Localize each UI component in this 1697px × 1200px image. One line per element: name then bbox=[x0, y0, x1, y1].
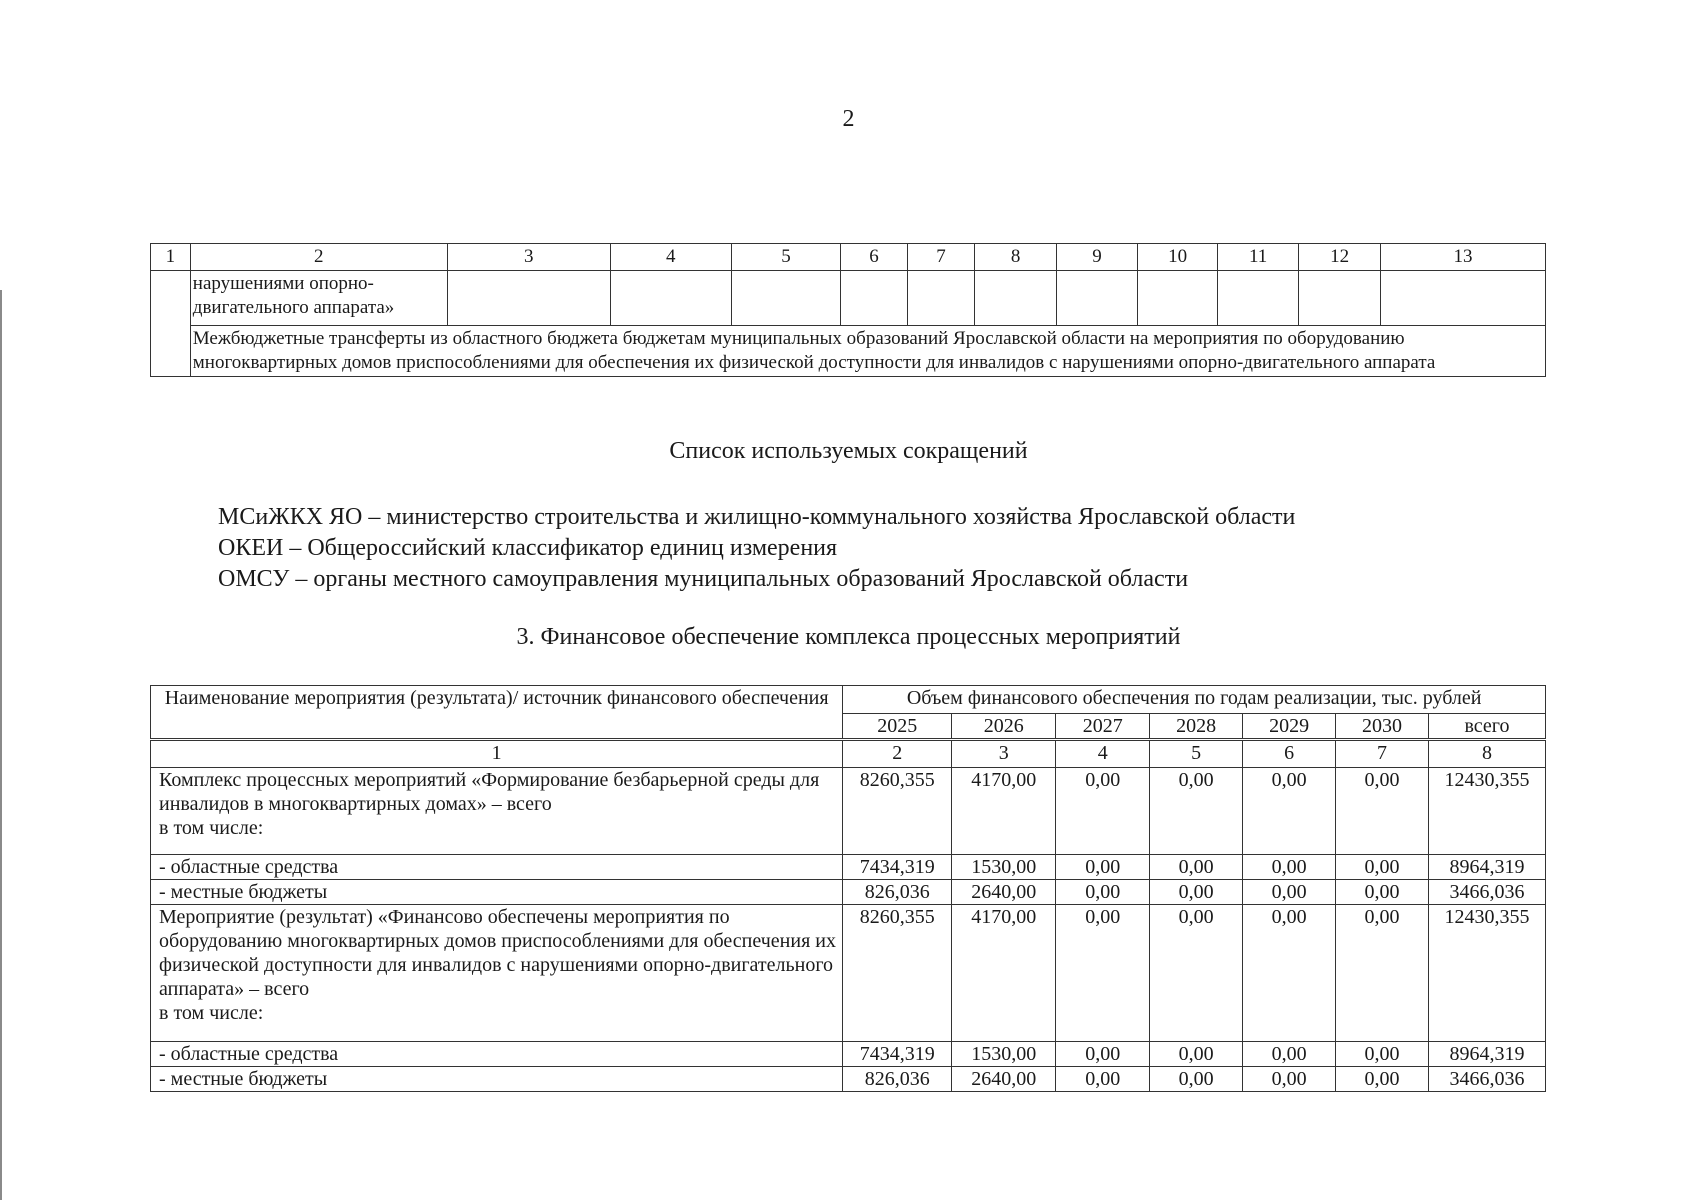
year-header-cell: 2030 bbox=[1336, 714, 1429, 740]
table-row bbox=[151, 880, 1546, 905]
row-value-cell: 826,036 bbox=[843, 1067, 952, 1092]
row-value-cell: 0,00 bbox=[1056, 905, 1150, 1042]
row-name-cell: - областные средства bbox=[151, 1042, 843, 1067]
table-row bbox=[151, 1042, 1546, 1067]
row-value-cell: 0,00 bbox=[1150, 880, 1243, 905]
row-value-cell: 0,00 bbox=[1336, 855, 1429, 880]
row-value-cell: 7434,319 bbox=[843, 1042, 952, 1067]
empty-cell bbox=[447, 271, 610, 326]
row-name-cell: - областные средства bbox=[151, 855, 843, 880]
empty-cell bbox=[1056, 271, 1137, 326]
column-number-cell: 2 bbox=[843, 740, 952, 768]
table-row bbox=[151, 905, 1546, 1042]
page-edge-line bbox=[0, 290, 2, 1200]
empty-cell bbox=[1299, 271, 1381, 326]
column-number-cell: 4 bbox=[1056, 740, 1150, 768]
column-number-cell: 8 bbox=[975, 244, 1056, 271]
row-value-cell: 0,00 bbox=[1056, 768, 1150, 855]
column-number-cell: 1 bbox=[151, 244, 191, 271]
empty-cell bbox=[610, 271, 731, 326]
continuation-text-cell: нарушениями опорно-двигательного аппарата» bbox=[190, 271, 447, 326]
column-number-cell: 8 bbox=[1428, 740, 1545, 768]
abbreviation-item: МСиЖКХ ЯО – министерство строительства и жилищно-коммунального хозяйства Ярославской области bbox=[218, 504, 1296, 530]
row-total-cell: 8964,319 bbox=[1428, 1042, 1545, 1067]
row-value-cell: 8260,355 bbox=[843, 905, 952, 1042]
row-value-cell: 4170,00 bbox=[952, 905, 1056, 1042]
column-number-cell: 12 bbox=[1299, 244, 1381, 271]
row-value-cell: 7434,319 bbox=[843, 855, 952, 880]
section-title: 3. Финансовое обеспечение комплекса процессных мероприятий bbox=[516, 624, 1181, 650]
row-name-cell: Комплекс процессных мероприятий «Формирование безбарьерной среды для инвалидов в многоквартирных домах» – всего в том числе: bbox=[151, 768, 843, 855]
column-number-cell: 4 bbox=[610, 244, 731, 271]
abbreviation-item: ОКЕИ – Общероссийский классификатор единиц измерения bbox=[218, 535, 838, 561]
row-value-cell: 0,00 bbox=[1056, 880, 1150, 905]
row-total-cell: 8964,319 bbox=[1428, 855, 1545, 880]
column-number-cell: 5 bbox=[731, 244, 840, 271]
page-number: 2 bbox=[842, 106, 855, 132]
column-number-cell: 6 bbox=[841, 244, 908, 271]
row-value-cell: 0,00 bbox=[1336, 880, 1429, 905]
column-number-cell: 9 bbox=[1056, 244, 1137, 271]
name-header-cell: Наименование мероприятия (результата)/ источник финансового обеспечения bbox=[151, 686, 843, 740]
row-value-cell: 826,036 bbox=[843, 880, 952, 905]
abbreviations-list bbox=[218, 502, 1295, 595]
empty-cell bbox=[1380, 271, 1545, 326]
row-value-cell: 0,00 bbox=[1243, 880, 1336, 905]
year-header-cell: 2025 bbox=[843, 714, 952, 740]
column-number-cell: 3 bbox=[447, 244, 610, 271]
total-header-cell: всего bbox=[1428, 714, 1545, 740]
column-number-cell: 3 bbox=[952, 740, 1056, 768]
year-header-cell: 2027 bbox=[1056, 714, 1150, 740]
column-number-cell: 2 bbox=[190, 244, 447, 271]
column-number-cell: 13 bbox=[1380, 244, 1545, 271]
row-total-cell: 12430,355 bbox=[1428, 905, 1545, 1042]
empty-cell bbox=[907, 271, 975, 326]
row-name-cell: - местные бюджеты bbox=[151, 880, 843, 905]
column-number-cell: 11 bbox=[1217, 244, 1299, 271]
row-name-cell: - местные бюджеты bbox=[151, 1067, 843, 1092]
transfer-description-cell: Межбюджетные трансферты из областного бюджета бюджетам муниципальных образований Ярославской области на мероприятия по оборудованию многоквартирных домов приспособлениями для обеспечения их физической доступности для инвалидов с нарушениями опорно-двигательного аппарата bbox=[190, 326, 1545, 377]
row-value-cell: 0,00 bbox=[1056, 1042, 1150, 1067]
column-number-cell: 7 bbox=[907, 244, 975, 271]
empty-cell bbox=[151, 271, 191, 377]
empty-cell bbox=[975, 271, 1056, 326]
continuation-table bbox=[150, 243, 1546, 377]
volume-header-cell: Объем финансового обеспечения по годам реализации, тыс. рублей bbox=[843, 686, 1546, 714]
row-value-cell: 0,00 bbox=[1243, 905, 1336, 1042]
row-total-cell: 3466,036 bbox=[1428, 1067, 1545, 1092]
row-value-cell: 1530,00 bbox=[952, 855, 1056, 880]
abbreviations-title: Список используемых сокращений bbox=[669, 438, 1028, 464]
row-value-cell: 0,00 bbox=[1336, 1067, 1429, 1092]
row-value-cell: 0,00 bbox=[1243, 768, 1336, 855]
row-total-cell: 12430,355 bbox=[1428, 768, 1545, 855]
row-value-cell: 4170,00 bbox=[952, 768, 1056, 855]
empty-cell bbox=[1138, 271, 1218, 326]
financing-table bbox=[150, 685, 1546, 1092]
empty-cell bbox=[841, 271, 908, 326]
row-total-cell: 3466,036 bbox=[1428, 880, 1545, 905]
abbreviation-item: ОМСУ – органы местного самоуправления муниципальных образований Ярославской области bbox=[218, 566, 1189, 592]
row-name-cell: Мероприятие (результат) «Финансово обеспечены мероприятия по оборудованию многоквартирных домов приспособлениями для обеспечения их физической доступности для инвалидов с нарушениями опорно-двигательного аппарата» – всего в том числе: bbox=[151, 905, 843, 1042]
column-number-cell: 7 bbox=[1336, 740, 1429, 768]
row-value-cell: 0,00 bbox=[1336, 768, 1429, 855]
row-value-cell: 0,00 bbox=[1243, 855, 1336, 880]
row-value-cell: 0,00 bbox=[1056, 855, 1150, 880]
row-value-cell: 0,00 bbox=[1243, 1067, 1336, 1092]
row-value-cell: 8260,355 bbox=[843, 768, 952, 855]
year-header-cell: 2028 bbox=[1150, 714, 1243, 740]
row-value-cell: 0,00 bbox=[1243, 1042, 1336, 1067]
table-row bbox=[151, 768, 1546, 855]
row-value-cell: 0,00 bbox=[1150, 1042, 1243, 1067]
row-value-cell: 1530,00 bbox=[952, 1042, 1056, 1067]
empty-cell bbox=[731, 271, 840, 326]
year-header-cell: 2026 bbox=[952, 714, 1056, 740]
empty-cell bbox=[1217, 271, 1299, 326]
row-value-cell: 0,00 bbox=[1336, 905, 1429, 1042]
table-row bbox=[151, 855, 1546, 880]
row-value-cell: 0,00 bbox=[1336, 1042, 1429, 1067]
column-number-cell: 6 bbox=[1243, 740, 1336, 768]
row-value-cell: 2640,00 bbox=[952, 1067, 1056, 1092]
row-value-cell: 0,00 bbox=[1150, 768, 1243, 855]
row-value-cell: 0,00 bbox=[1056, 1067, 1150, 1092]
year-header-cell: 2029 bbox=[1243, 714, 1336, 740]
column-number-cell: 1 bbox=[151, 740, 843, 768]
column-number-cell: 10 bbox=[1138, 244, 1218, 271]
row-value-cell: 0,00 bbox=[1150, 905, 1243, 1042]
row-value-cell: 0,00 bbox=[1150, 1067, 1243, 1092]
row-value-cell: 0,00 bbox=[1150, 855, 1243, 880]
row-value-cell: 2640,00 bbox=[952, 880, 1056, 905]
column-number-cell: 5 bbox=[1150, 740, 1243, 768]
table-row bbox=[151, 1067, 1546, 1092]
